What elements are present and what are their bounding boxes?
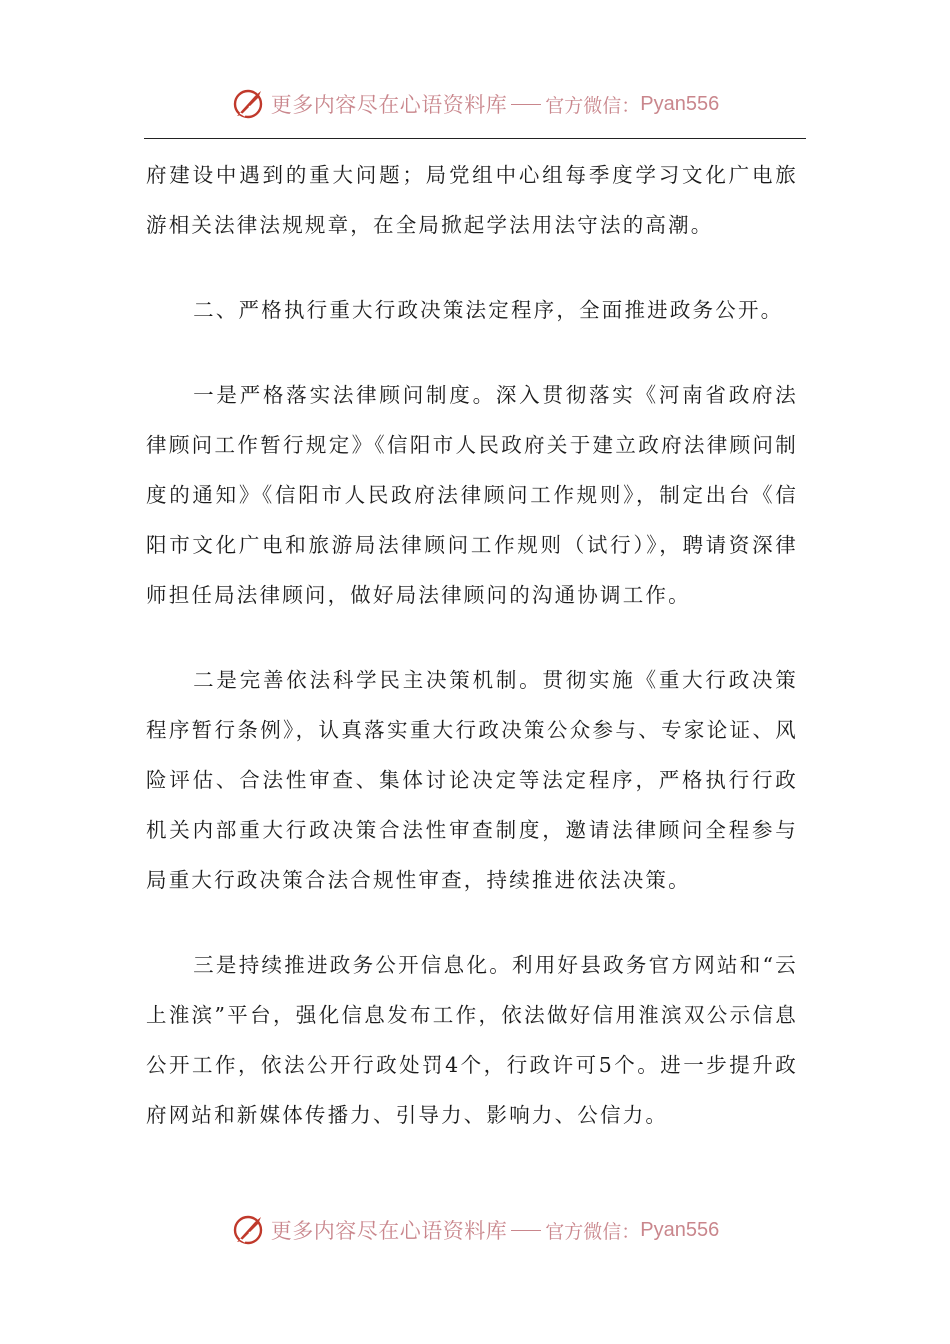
footer-banner — [0, 1208, 950, 1252]
header-banner — [0, 82, 950, 126]
footer-wechat-id: Pyan556 — [640, 1218, 720, 1241]
paragraph-information-disclosure: 三是持续推进政务公开信息化。利用好县政务官方网站和“云上淮滨”平台，强化信息发布工作，依法做好信用淮滨双公示信息公开工作，依法公开行政处罚4个，行政许可5个。进一步提升政府网站和新媒体传播力、引导力、影响力、公信力。 — [146, 953, 798, 1127]
paragraph-gap — [146, 620, 798, 655]
footer-wechat-label: 官方微信： — [545, 1220, 641, 1243]
section-heading: 二、严格执行重大行政决策法定程序，全面推进政务公开。 — [193, 298, 784, 322]
paragraph-gap — [146, 905, 798, 940]
paragraph-legal-advisor: 一是严格落实法律顾问制度。深入贯彻落实《河南省政府法律顾问工作暂行规定》《信阳市人民政府关于建立政府法律顾问制度的通知》《信阳市人民政府法律顾问工作规则》，制定出台《信阳市文化广电和旅游局法律顾问工作规则（试行）》，聘请资深律师担任局法律顾问，做好局法律顾问的沟通协调工作。 — [146, 383, 798, 607]
header-banner-text: 更多内容尽在心语资料库 — [270, 93, 508, 117]
paragraph-gap — [146, 250, 798, 285]
header-banner-dash — [511, 104, 541, 105]
header-wechat-label: 官方微信： — [545, 94, 641, 117]
paragraph-gap — [146, 335, 798, 370]
footer-banner-dash — [511, 1230, 541, 1231]
document-body — [146, 150, 798, 1140]
header-divider — [144, 138, 806, 139]
quill-logo-icon — [231, 1212, 267, 1248]
paragraph-decision-mechanism: 二是完善依法科学民主决策机制。贯彻实施《重大行政决策程序暂行条例》，认真落实重大行政决策公众参与、专家论证、风险评估、合法性审查、集体讨论决定等法定程序，严格执行行政机关内部重大行政决策合法性审查制度，邀请法律顾问全程参与局重大行政决策合法合规性审查，持续推进依法决策。 — [146, 668, 798, 892]
quill-logo-icon — [231, 86, 267, 122]
paragraph-continuation: 府建设中遇到的重大问题；局党组中心组每季度学习文化广电旅游相关法律法规规章，在全局掀起学法用法守法的高潮。 — [146, 163, 798, 237]
header-wechat-id: Pyan556 — [640, 92, 720, 115]
footer-banner-text: 更多内容尽在心语资料库 — [270, 1219, 508, 1243]
